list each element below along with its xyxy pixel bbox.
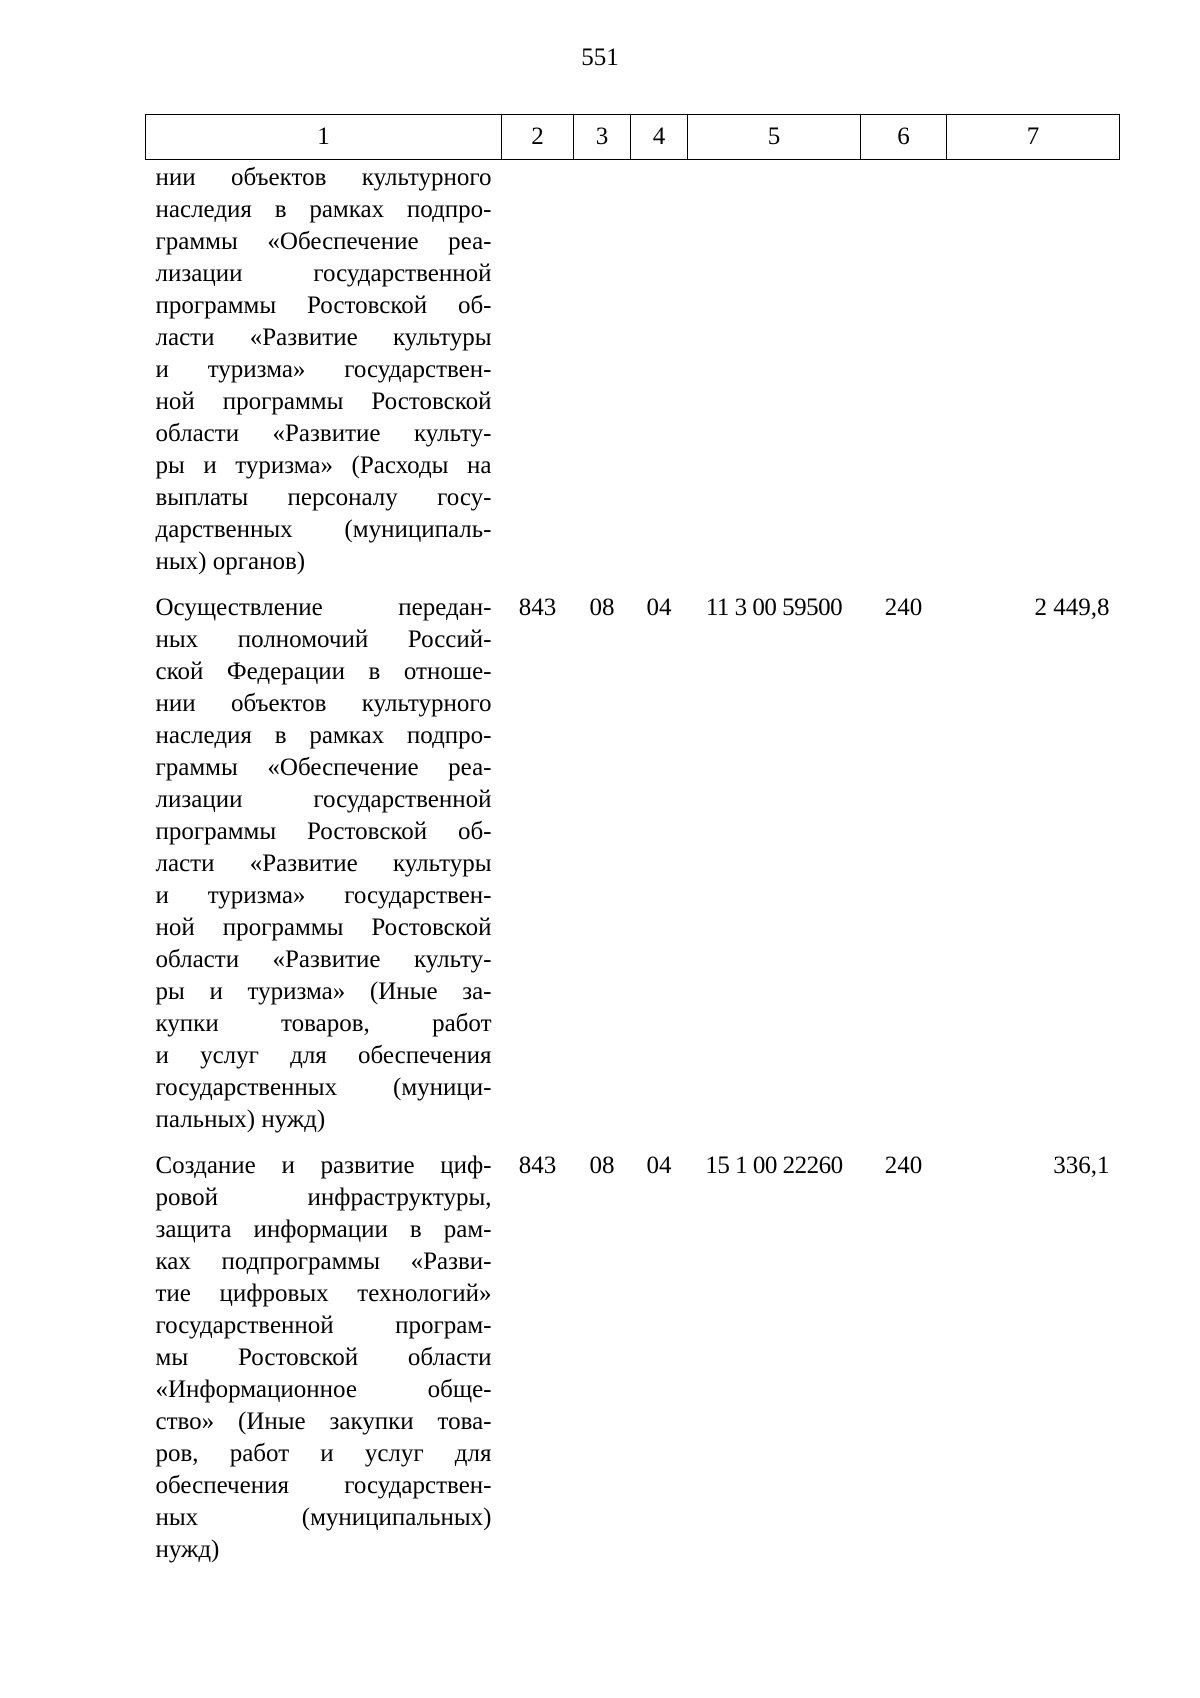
row-description [146,1150,502,1580]
description-line: и туризма» государствен- [155,356,492,383]
description-line: ры и туризма» (Иные за- [155,978,492,1005]
table-row [146,160,1120,593]
description-line: «Информационное обще- [155,1376,492,1403]
table-row [146,1150,1120,1580]
target-article-cell [688,160,861,593]
ministry-code-cell [502,160,574,593]
table-body [146,160,1120,1581]
expense-type-cell: 240 [884,1152,923,1179]
description-line: области «Развитие культу- [155,420,492,447]
table-header-row [146,115,1120,160]
subsection-code-cell [631,160,688,593]
section-code-cell: 08 [589,594,615,621]
header-cell-6: 6 [861,115,947,160]
description-line: ласти «Развитие культуры [155,850,492,877]
description-line: ской Федерации в отноше- [155,658,492,685]
description-line: Создание и развитие циф- [155,1152,492,1179]
page-number: 551 [581,44,619,71]
description-line: Осуществление передан- [155,594,492,621]
amount-cell [947,160,1120,593]
section-code-cell [574,160,631,593]
description-line: нужд) [155,1536,220,1563]
description-line: лизации государственной [155,786,492,813]
description-line: ных (муниципальных) [155,1504,492,1531]
ministry-code-cell: 843 [518,1152,557,1179]
description-line: и услуг для обеспечения [155,1042,492,1069]
description-line: нии объектов культурного [155,164,492,191]
description-line: нии объектов культурного [155,690,492,717]
description-line: ров, работ и услуг для [155,1440,492,1467]
description-line: пальных) нужд) [155,1106,326,1133]
description-line: наследия в рамках подпро- [155,196,492,223]
description-line: купки товаров, работ [155,1010,492,1037]
header-cell-5: 5 [688,115,861,160]
description-line: наследия в рамках подпро- [155,722,492,749]
description-line: государственных (муници- [155,1074,492,1101]
ministry-code-cell: 843 [518,594,557,621]
description-line: ках подпрограммы «Разви- [155,1248,492,1275]
expense-type-cell [861,160,947,593]
description-line: программы Ростовской об- [155,818,492,845]
header-cell-3: 3 [574,115,631,160]
row-description [146,592,502,1150]
table-row [146,592,1120,1150]
target-article-cell: 15 1 00 22260 [705,1152,843,1179]
row-description [146,160,502,593]
header-cell-2: 2 [502,115,574,160]
description-line: лизации государственной [155,260,492,287]
description-line: защита информации в рам- [155,1216,492,1243]
header-cell-4: 4 [631,115,688,160]
subsection-code-cell: 04 [646,594,672,621]
description-line: ных полномочий Россий- [155,626,492,653]
description-line: ной программы Ростовской [155,388,492,415]
budget-table [145,114,1120,1580]
description-line: дарственных (муниципаль- [155,516,492,543]
description-line: тие цифровых технологий» [155,1280,492,1307]
description-line: ры и туризма» (Расходы на [155,452,492,479]
description-line: выплаты персоналу госу- [155,484,492,511]
description-line: граммы «Обеспечение реа- [155,754,492,781]
header-cell-7: 7 [947,115,1120,160]
description-line: ной программы Ростовской [155,914,492,941]
subsection-code-cell: 04 [646,1152,672,1179]
description-line: и туризма» государствен- [155,882,492,909]
amount-cell: 2 449,8 [1034,594,1110,621]
expense-type-cell: 240 [884,594,923,621]
description-line: области «Развитие культу- [155,946,492,973]
description-line: мы Ростовской области [155,1344,492,1371]
target-article-cell: 11 3 00 59500 [705,594,843,621]
description-line: программы Ростовской об- [155,292,492,319]
description-line: ласти «Развитие культуры [155,324,492,351]
description-line: граммы «Обеспечение реа- [155,228,492,255]
description-line: государственной програм- [155,1312,492,1339]
description-line: ровой инфраструктуры, [155,1184,492,1211]
amount-cell: 336,1 [1053,1152,1110,1179]
header-cell-1: 1 [146,115,502,160]
description-line: ство» (Иные закупки това- [155,1408,492,1435]
description-line: обеспечения государствен- [155,1472,492,1499]
section-code-cell: 08 [589,1152,615,1179]
description-line: ных) органов) [155,548,306,575]
